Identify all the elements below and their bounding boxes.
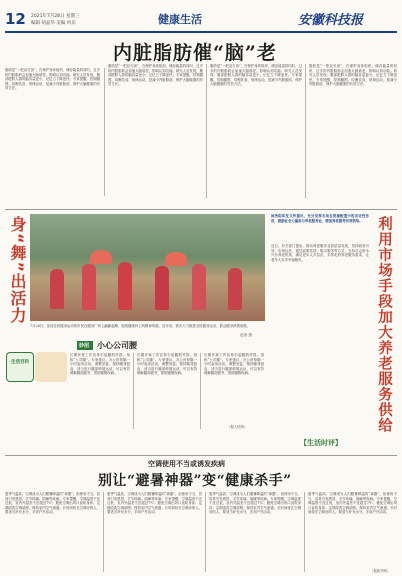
- section-divider: [5, 209, 397, 210]
- bottom-body-col4: 夏季气温高，空调成为人们避暑降温的“神器”。但使用不当，容易引发感冒、关节疼痛、面瘫等疾病。专家提醒，空调温度不宜过低，室内外温差不宜超过7℃；避免空调出风口直吹身体；定期清洗空调滤网，保持室内空气流通；长时间待在空调房的人，要适当补充水分，多到户外活动。: [308, 492, 397, 515]
- small-column-source: （据人民网）: [227, 425, 248, 429]
- main-body-text: 脂肪是“一把双刃剑”，在保护身体组织、储存能量的同时，过多的内脏脂肪会加速大脑衰老，影响认知功能。研究人员发现，腹部肥胖人群的脑容量更小，记忆力下降更快。专家提醒，控制腰围、均衡饮食、规律运动，是减少内脏脂肪、保护大脑健康的有效方法。: [5, 68, 100, 91]
- column-divider: [305, 64, 306, 198]
- small-column-title: 小心公司腰: [97, 340, 137, 350]
- column-divider: [200, 353, 201, 429]
- column-divider: [103, 492, 104, 572]
- main-article: [5, 36, 397, 206]
- sidebar-vertical-title: 利用市场手段加大养老服务供给: [376, 216, 392, 433]
- paper-name: 安徽科技报: [298, 13, 364, 28]
- small-column-body: 长期伏案工作容易引起腰肌劳损，俗称“公司腰”。专家建议，办公时每隔一小时起身活动，调整坐姿，保持腰背挺直，适当进行腰部伸展运动，可以有效缓解腰部疲劳，预防腰椎疾病。: [137, 353, 197, 376]
- photo-fan: [90, 250, 112, 264]
- photo-figure: [192, 264, 206, 310]
- section-title: 健康生活: [158, 13, 202, 26]
- date-line: 2021年7月28日 星期三: [31, 14, 80, 19]
- cartoon-icon: [35, 352, 67, 382]
- lifestyle-badge-text: 生活百科: [11, 360, 29, 365]
- main-body-text: 脂肪是“一把双刃剑”，在保护身体组织、储存能量的同时，过多的内脏脂肪会加速大脑衰老，影响认知功能。研究人员发现，腹部肥胖人群的脑容量更小，记忆力下降更快。专家提醒，控制腰围、均衡饮食、规律运动，是减少内脏脂肪、保护大脑健康的有效方法。: [309, 64, 397, 87]
- photo-figure: [82, 264, 96, 310]
- column-divider: [104, 68, 105, 196]
- bottom-body-col1: 夏季气温高，空调成为人们避暑降温的“神器”。但使用不当，容易引发感冒、关节疼痛、面瘫等疾病。专家提醒，空调温度不宜过低，室内外温差不宜超过7℃；避免空调出风口直吹身体；定期清洗空调滤网，保持室内空气流通；长时间待在空调房的人，要适当补充水分，多到户外活动。: [5, 492, 100, 515]
- page-header: [0, 0, 402, 38]
- header-rule: [5, 31, 397, 33]
- bottom-body-col3: 夏季气温高，空调成为人们避暑降温的“神器”。但使用不当，容易引发感冒、关节疼痛、面瘫等疾病。专家提醒，空调温度不宜过低，室内外温差不宜超过7℃；避免空调出风口直吹身体；定期清洗空调滤网，保持室内空气流通；长时间待在空调房的人，要适当补充水分，多到户外活动。: [209, 492, 301, 515]
- main-body-text: 脂肪是“一把双刃剑”，在保护身体组织、储存能量的同时，过多的内脏脂肪会加速大脑衰老，影响认知功能。研究人员发现，腹部肥胖人群的脑容量更小，记忆力下降更快。专家提醒，控制腰围、均衡饮食、规律运动，是减少内脏脂肪、保护大脑健康的有效方法。: [210, 64, 302, 87]
- bottom-body-col2: 夏季气温高，空调成为人们避暑降温的“神器”。但使用不当，容易引发感冒、关节疼痛、面瘫等疾病。专家提醒，空调温度不宜过低，室内外温差不宜超过7℃；避免空调出风口直吹身体；定期清洗空调滤网，保持室内空气流通；长时间待在空调房的人，要适当补充水分，多到户外活动。: [107, 492, 202, 515]
- main-body-col1: [5, 68, 100, 198]
- photo-figure: [155, 266, 169, 310]
- small-column-body: 长期伏案工作容易引起腰肌劳损，俗称“公司腰”。专家建议，办公时每隔一小时起身活动，调整坐姿，保持腰背挺直，适当进行腰部伸展运动，可以有效缓解腰部疲劳，预防腰椎疾病。: [204, 353, 264, 376]
- photo-figure: [50, 269, 64, 309]
- page-number: 12: [5, 10, 26, 28]
- photo-figure: [118, 262, 132, 310]
- column-divider: [205, 492, 206, 572]
- main-headline: 内脏脂肪催“脑”老: [113, 42, 277, 64]
- small-column: [5, 340, 267, 432]
- lifestyle-badge: [6, 352, 34, 382]
- main-body-col3: [210, 64, 302, 198]
- editor-line: 编辑 胡晶华 美编 何乐: [31, 21, 76, 26]
- bottom-kicker: 空调使用不当或诱发疾病: [148, 460, 225, 468]
- small-column-body: 长期伏案工作容易引起腰肌劳损，俗称“公司腰”。专家建议，办公时每隔一小时起身活动，调整坐姿，保持腰背挺直，适当进行腰部伸展运动，可以有效缓解腰部疲劳，预防腰椎疾病。: [70, 353, 130, 376]
- column-divider: [133, 353, 134, 429]
- photo-fan: [165, 252, 187, 266]
- photo-caption: 7月26日，参加全民健身运动的市民在健身广场上翩翩起舞，展现健康向上的精神风貌。近年来，我市大力推进全民健身运动，群众健身热情高涨。: [30, 324, 251, 328]
- bottom-divider: [5, 455, 397, 456]
- column-divider: [206, 64, 207, 198]
- sidebar-box: [271, 214, 397, 446]
- photo-credit: 赵燕 摄: [240, 333, 252, 337]
- main-body-col4: [309, 64, 397, 198]
- sidebar-body: 近日，有关部门提出，推动养老服务业高质量发展，坚持政府引导、市场运作，通过政策扶持、购买服务等方式，支持社会资本兴办养老机构，满足老年人多层次、多样化的养老服务需求，让老年人安享幸福晚年。: [271, 244, 369, 262]
- bottom-source: （据新华网）: [370, 569, 391, 573]
- small-column-kicker: 妙招: [79, 343, 90, 349]
- fitness-photo: [30, 214, 265, 321]
- photo-figure: [228, 268, 242, 310]
- fitness-vertical-title: 身“舞”出活力: [8, 216, 27, 325]
- main-body-col2: [108, 64, 203, 198]
- sidebar-tag: 【生活时评】: [300, 439, 342, 447]
- sidebar-intro: 国务院印发文件提出，充分发挥市场在资源配置中的决定性作用，鼓励社会力量参与养老服务业，增加养老服务有效供给。: [271, 214, 369, 223]
- column-divider: [304, 492, 305, 572]
- bottom-headline: 别让“避暑神器”变“健康杀手”: [98, 473, 292, 489]
- main-body-text: 脂肪是“一把双刃剑”，在保护身体组织、储存能量的同时，过多的内脏脂肪会加速大脑衰老，影响认知功能。研究人员发现，腹部肥胖人群的脑容量更小，记忆力下降更快。专家提醒，控制腰围、均衡饮食、规律运动，是减少内脏脂肪、保护大脑健康的有效方法。: [108, 64, 203, 87]
